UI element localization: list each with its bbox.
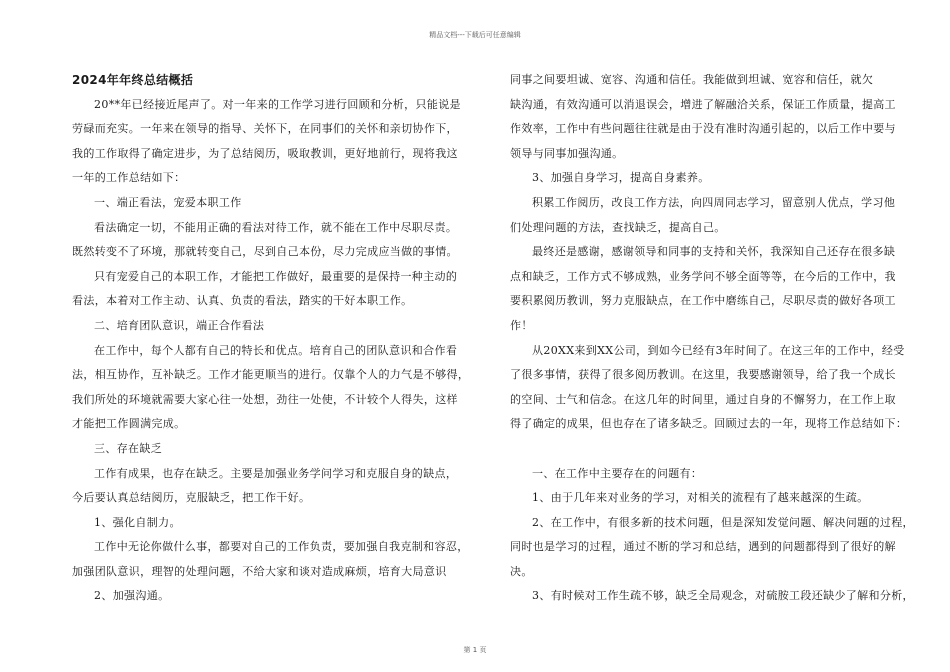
paragraph-line: 今后要认真总结阅历，克服缺乏，把工作干好。 bbox=[72, 491, 311, 505]
subsection-heading: 3、加强自身学习，提高自身素养。 bbox=[532, 171, 710, 185]
paragraph-line: 我们所处的环境就需要大家心往一处想，劲往一处使，不计较个人得失，这样 bbox=[72, 392, 458, 406]
paragraph-line: 点和缺乏，工作方式不够成熟，业务学问不够全面等等，在今后的工作中，我 bbox=[510, 269, 896, 283]
paragraph-line: 在工作中，每个人都有自己的特长和优点。培育自己的团队意识和合作看 bbox=[94, 343, 458, 357]
subsection-heading: 1、强化自制力。 bbox=[94, 515, 181, 529]
paragraph-line: 2、在工作中，有很多新的技术问题，但是深知发觉问题、解决问题的过程， bbox=[532, 515, 914, 529]
section-heading: 二、培育团队意识，端正合作看法 bbox=[94, 318, 265, 332]
paragraph-line: 作效率，工作中有些问题往往就是由于没有准时沟通引起的，以后工作中要与 bbox=[510, 122, 896, 136]
section-heading: 三、存在缺乏 bbox=[94, 441, 163, 455]
paragraph-line: 缺沟通，有效沟通可以消退误会，增进了解融洽关系，保证工作质量，提高工 bbox=[510, 97, 896, 111]
paragraph-line: 最终还是感谢，感谢领导和同事的支持和关怀，我深知自己还存在很多缺 bbox=[532, 245, 896, 259]
page-number: 第 1 页 bbox=[463, 646, 487, 654]
page-header: 精品文档---下载后可任意编辑 bbox=[429, 31, 521, 39]
blank-line bbox=[510, 437, 890, 462]
section-heading: 一、端正看法，宠爱本职工作 bbox=[94, 195, 242, 209]
subsection-heading: 2、加强沟通。 bbox=[94, 589, 170, 603]
paragraph-line: 只有宠爱自己的本职工作，才能把工作做好，最重要的是保持一种主动的 bbox=[94, 269, 458, 283]
paragraph-line: 1、由于几年来对业务的学习，对相关的流程有了越来越深的生疏。 bbox=[532, 491, 869, 505]
paragraph-line: 工作有成果，也存在缺乏。主要是加强业务学问学习和克服自身的缺点， bbox=[94, 466, 458, 480]
paragraph-line: 我的工作取得了确定进步，为了总结阅历，吸取教训，更好地前行，现将我这 bbox=[72, 146, 458, 160]
paragraph-line: 决。 bbox=[510, 564, 533, 578]
paragraph-line: 要积累阅历教训，努力克服缺点，在工作中磨练自己，尽职尽责的做好各项工 bbox=[510, 294, 896, 308]
paragraph-line: 同事之间要坦诚、宽容、沟通和信任。我能做到坦诚、宽容和信任，就欠 bbox=[510, 73, 874, 86]
paragraph-line: 一年的工作总结如下： bbox=[72, 171, 186, 185]
paragraph-line: 20**年已经接近尾声了。对一年来的工作学习进行回顾和分析，只能说是 bbox=[94, 97, 461, 111]
left-column bbox=[72, 68, 470, 609]
paragraph-line: 看法确定一切，不能用正确的看法对待工作，就不能在工作中尽职尽责。 bbox=[94, 220, 458, 234]
paragraph-line: 法，相互协作，互补缺乏。工作才能更顺当的进行。仅靠个人的力气是不够得， bbox=[72, 368, 470, 382]
right-column bbox=[510, 68, 914, 609]
paragraph-line: 既然转变不了环境，那就转变自己，尽到自己本份，尽力完成应当做的事情。 bbox=[72, 245, 458, 259]
paragraph-line: 同时也是学习的过程，通过不断的学习和总结，遇到的问题都得到了很好的解 bbox=[510, 540, 896, 554]
paragraph-line: 们处理问题的方法，查找缺乏，提高自己。 bbox=[510, 220, 726, 234]
section-heading: 一、在工作中主要存在的问题有： bbox=[532, 466, 703, 480]
paragraph-line: 的空间、士气和信念。在这几年的时间里，通过自身的不懈努力，在工作上取 bbox=[510, 392, 896, 406]
paragraph-line: 了很多事情，获得了很多阅历教训。在这里，我要感谢领导，给了我一个成长 bbox=[510, 368, 896, 382]
paragraph-line: 从20XX来到XX公司，到如今已经有3年时间了。在这三年的工作中，经受 bbox=[532, 343, 905, 357]
paragraph-line: 作！ bbox=[510, 318, 533, 332]
document-title: 2024年年终总结概括 bbox=[72, 73, 194, 87]
paragraph-line: 积累工作阅历，改良工作方法，向四周同志学习，留意别人优点，学习他 bbox=[532, 195, 896, 209]
paragraph-line: 看法，本着对工作主动、认真、负责的看法，踏实的干好本职工作。 bbox=[72, 294, 413, 308]
paragraph-line: 才能把工作圆满完成。 bbox=[72, 417, 186, 431]
paragraph-line: 领导与同事加强沟通。 bbox=[510, 146, 624, 160]
paragraph-line: 得了确定的成果，但也存在了诸多缺乏。回顾过去的一年，现将工作总结如下： bbox=[510, 417, 908, 431]
paragraph-line: 加强团队意识，理智的处理问题，不给大家和谈对造成麻烦，培育大局意识 bbox=[72, 564, 447, 578]
paragraph-line: 3、有时候对工作生疏不够，缺乏全局观念，对硫胺工段还缺少了解和分析， bbox=[532, 589, 914, 603]
paragraph-line: 劳碌而充实。一年来在领导的指导、关怀下，在同事们的关怀和亲切协作下， bbox=[72, 122, 458, 136]
paragraph-line: 工作中无论你做什么事，都要对自己的工作负责，要加强自我克制和容忍， bbox=[94, 540, 469, 554]
